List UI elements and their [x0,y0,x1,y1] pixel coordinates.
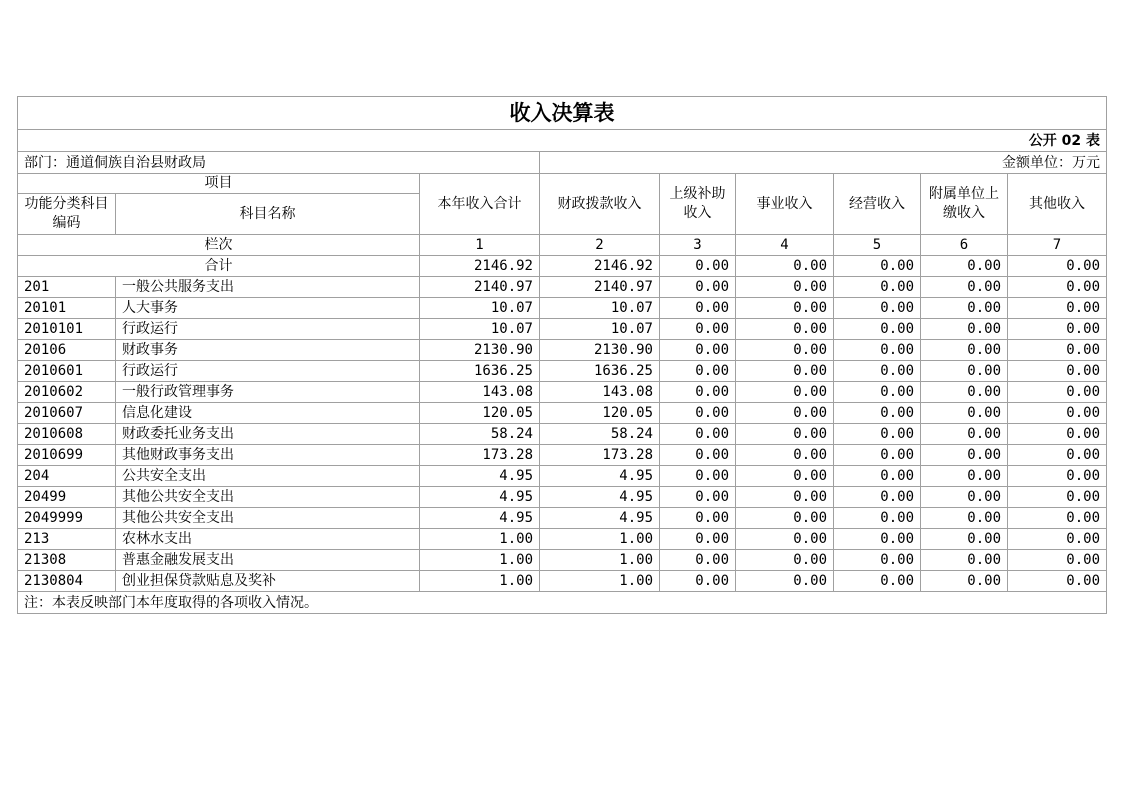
row-value: 0.00 [736,277,834,298]
row-value: 1.00 [420,550,540,571]
row-value: 0.00 [736,298,834,319]
row-value: 1.00 [540,550,660,571]
col-order-5: 5 [834,235,921,256]
header-code: 功能分类科目编码 [18,194,116,235]
row-value: 4.95 [540,508,660,529]
row-value: 0.00 [736,571,834,592]
row-value: 0.00 [736,340,834,361]
income-table [17,96,1107,614]
row-name: 其他财政事务支出 [116,445,420,466]
row-value: 0.00 [1008,466,1107,487]
row-code: 21308 [18,550,116,571]
table-row [18,508,1107,529]
total-value: 0.00 [834,256,921,277]
row-value: 0.00 [834,550,921,571]
row-value: 0.00 [1008,529,1107,550]
row-name: 创业担保贷款贴息及奖补 [116,571,420,592]
row-value: 0.00 [1008,319,1107,340]
row-name: 农林水支出 [116,529,420,550]
row-value: 10.07 [540,319,660,340]
row-value: 58.24 [420,424,540,445]
row-name: 其他公共安全支出 [116,508,420,529]
row-value: 2130.90 [420,340,540,361]
col-order-2: 2 [540,235,660,256]
row-code: 20106 [18,340,116,361]
row-value: 0.00 [1008,403,1107,424]
row-value: 0.00 [736,508,834,529]
table-row [18,340,1107,361]
row-value: 0.00 [660,487,736,508]
table-row [18,382,1107,403]
row-value: 0.00 [921,298,1008,319]
total-value: 0.00 [736,256,834,277]
row-code: 2010602 [18,382,116,403]
row-code: 2049999 [18,508,116,529]
row-code: 2130804 [18,571,116,592]
row-value: 0.00 [660,319,736,340]
table-row [18,424,1107,445]
row-value: 0.00 [660,424,736,445]
row-value: 0.00 [921,277,1008,298]
row-value: 1.00 [540,529,660,550]
page-title: 收入决算表 [18,97,1107,130]
header-col-7: 其他收入 [1008,174,1107,235]
row-value: 0.00 [1008,361,1107,382]
row-value: 0.00 [921,550,1008,571]
header-name: 科目名称 [116,194,420,235]
row-value: 0.00 [834,424,921,445]
row-value: 0.00 [1008,487,1107,508]
unit-label: 金额单位：万元 [540,152,1107,174]
row-value: 4.95 [540,466,660,487]
row-name: 一般行政管理事务 [116,382,420,403]
table-row [18,277,1107,298]
row-value: 0.00 [921,403,1008,424]
row-value: 0.00 [736,487,834,508]
row-value: 0.00 [921,529,1008,550]
department-label: 部门：通道侗族自治县财政局 [18,152,540,174]
header-col-2: 财政拨款收入 [540,174,660,235]
row-value: 2140.97 [540,277,660,298]
data-rows [18,277,1107,592]
row-value: 0.00 [921,466,1008,487]
row-value: 173.28 [540,445,660,466]
total-value: 0.00 [921,256,1008,277]
row-value: 0.00 [736,466,834,487]
row-value: 0.00 [736,319,834,340]
row-value: 58.24 [540,424,660,445]
row-value: 4.95 [420,508,540,529]
col-order-1: 1 [420,235,540,256]
row-value: 120.05 [540,403,660,424]
row-value: 0.00 [660,466,736,487]
table-row [18,466,1107,487]
row-value: 0.00 [660,529,736,550]
row-value: 0.00 [834,529,921,550]
col-order-7: 7 [1008,235,1107,256]
row-value: 1.00 [420,529,540,550]
table-row [18,445,1107,466]
row-name: 财政委托业务支出 [116,424,420,445]
income-statement-sheet [17,96,1106,614]
row-value: 0.00 [834,403,921,424]
table-row [18,319,1107,340]
col-order-6: 6 [921,235,1008,256]
table-row [18,298,1107,319]
col-order-3: 3 [660,235,736,256]
row-value: 0.00 [1008,550,1107,571]
row-name: 其他公共安全支出 [116,487,420,508]
row-value: 0.00 [1008,445,1107,466]
row-value: 0.00 [834,487,921,508]
row-value: 0.00 [1008,277,1107,298]
row-value: 0.00 [921,571,1008,592]
row-value: 143.08 [540,382,660,403]
row-value: 0.00 [921,508,1008,529]
total-value: 0.00 [660,256,736,277]
row-value: 10.07 [420,298,540,319]
row-value: 0.00 [1008,298,1107,319]
row-value: 0.00 [736,550,834,571]
row-value: 143.08 [420,382,540,403]
row-value: 0.00 [921,382,1008,403]
row-value: 0.00 [660,508,736,529]
row-value: 0.00 [660,445,736,466]
total-label: 合计 [18,256,420,277]
header-col-4: 事业收入 [736,174,834,235]
row-name: 人大事务 [116,298,420,319]
row-value: 4.95 [420,487,540,508]
row-value: 10.07 [540,298,660,319]
row-name: 普惠金融发展支出 [116,550,420,571]
row-code: 20499 [18,487,116,508]
row-value: 4.95 [420,466,540,487]
header-col-3: 上级补助收入 [660,174,736,235]
row-value: 2130.90 [540,340,660,361]
row-value: 1.00 [540,571,660,592]
row-value: 0.00 [660,571,736,592]
header-col-6: 附属单位上缴收入 [921,174,1008,235]
row-value: 0.00 [660,550,736,571]
col-order-label: 栏次 [18,235,420,256]
row-name: 公共安全支出 [116,466,420,487]
row-value: 0.00 [921,340,1008,361]
row-code: 2010699 [18,445,116,466]
row-code: 2010607 [18,403,116,424]
row-name: 一般公共服务支出 [116,277,420,298]
row-value: 120.05 [420,403,540,424]
row-value: 0.00 [736,424,834,445]
header-col-1: 本年收入合计 [420,174,540,235]
row-value: 0.00 [736,529,834,550]
row-value: 0.00 [921,445,1008,466]
total-value: 2146.92 [540,256,660,277]
table-row [18,403,1107,424]
row-code: 20101 [18,298,116,319]
row-value: 0.00 [834,277,921,298]
row-value: 0.00 [834,445,921,466]
table-row [18,487,1107,508]
row-value: 0.00 [660,298,736,319]
row-value: 0.00 [834,319,921,340]
table-row [18,361,1107,382]
row-value: 0.00 [921,361,1008,382]
total-value: 2146.92 [420,256,540,277]
row-value: 0.00 [736,382,834,403]
row-value: 0.00 [921,319,1008,340]
row-code: 204 [18,466,116,487]
row-value: 1.00 [420,571,540,592]
row-value: 4.95 [540,487,660,508]
row-code: 2010608 [18,424,116,445]
row-name: 财政事务 [116,340,420,361]
total-value: 0.00 [1008,256,1107,277]
row-value: 0.00 [834,298,921,319]
row-name: 行政运行 [116,319,420,340]
row-value: 0.00 [736,445,834,466]
row-value: 0.00 [921,487,1008,508]
row-code: 2010601 [18,361,116,382]
row-value: 0.00 [1008,424,1107,445]
row-value: 1636.25 [420,361,540,382]
row-value: 0.00 [1008,571,1107,592]
row-value: 0.00 [834,571,921,592]
header-col-5: 经营收入 [834,174,921,235]
row-code: 213 [18,529,116,550]
row-value: 0.00 [834,508,921,529]
row-value: 0.00 [660,340,736,361]
row-value: 0.00 [834,361,921,382]
row-name: 行政运行 [116,361,420,382]
table-row [18,529,1107,550]
row-value: 0.00 [736,361,834,382]
row-value: 1636.25 [540,361,660,382]
row-value: 0.00 [660,382,736,403]
row-value: 0.00 [834,340,921,361]
row-name: 信息化建设 [116,403,420,424]
row-value: 173.28 [420,445,540,466]
row-value: 0.00 [660,403,736,424]
col-order-4: 4 [736,235,834,256]
row-value: 0.00 [834,382,921,403]
row-code: 2010101 [18,319,116,340]
table-row [18,571,1107,592]
row-code: 201 [18,277,116,298]
row-value: 0.00 [1008,382,1107,403]
footnote: 注：本表反映部门本年度取得的各项收入情况。 [18,592,1107,614]
row-value: 0.00 [1008,508,1107,529]
table-row [18,550,1107,571]
row-value: 0.00 [660,277,736,298]
header-item: 项目 [18,174,420,194]
row-value: 2140.97 [420,277,540,298]
row-value: 10.07 [420,319,540,340]
row-value: 0.00 [736,403,834,424]
row-value: 0.00 [660,361,736,382]
row-value: 0.00 [921,424,1008,445]
row-value: 0.00 [834,466,921,487]
table-number: 公开 02 表 [18,130,1107,152]
row-value: 0.00 [1008,340,1107,361]
